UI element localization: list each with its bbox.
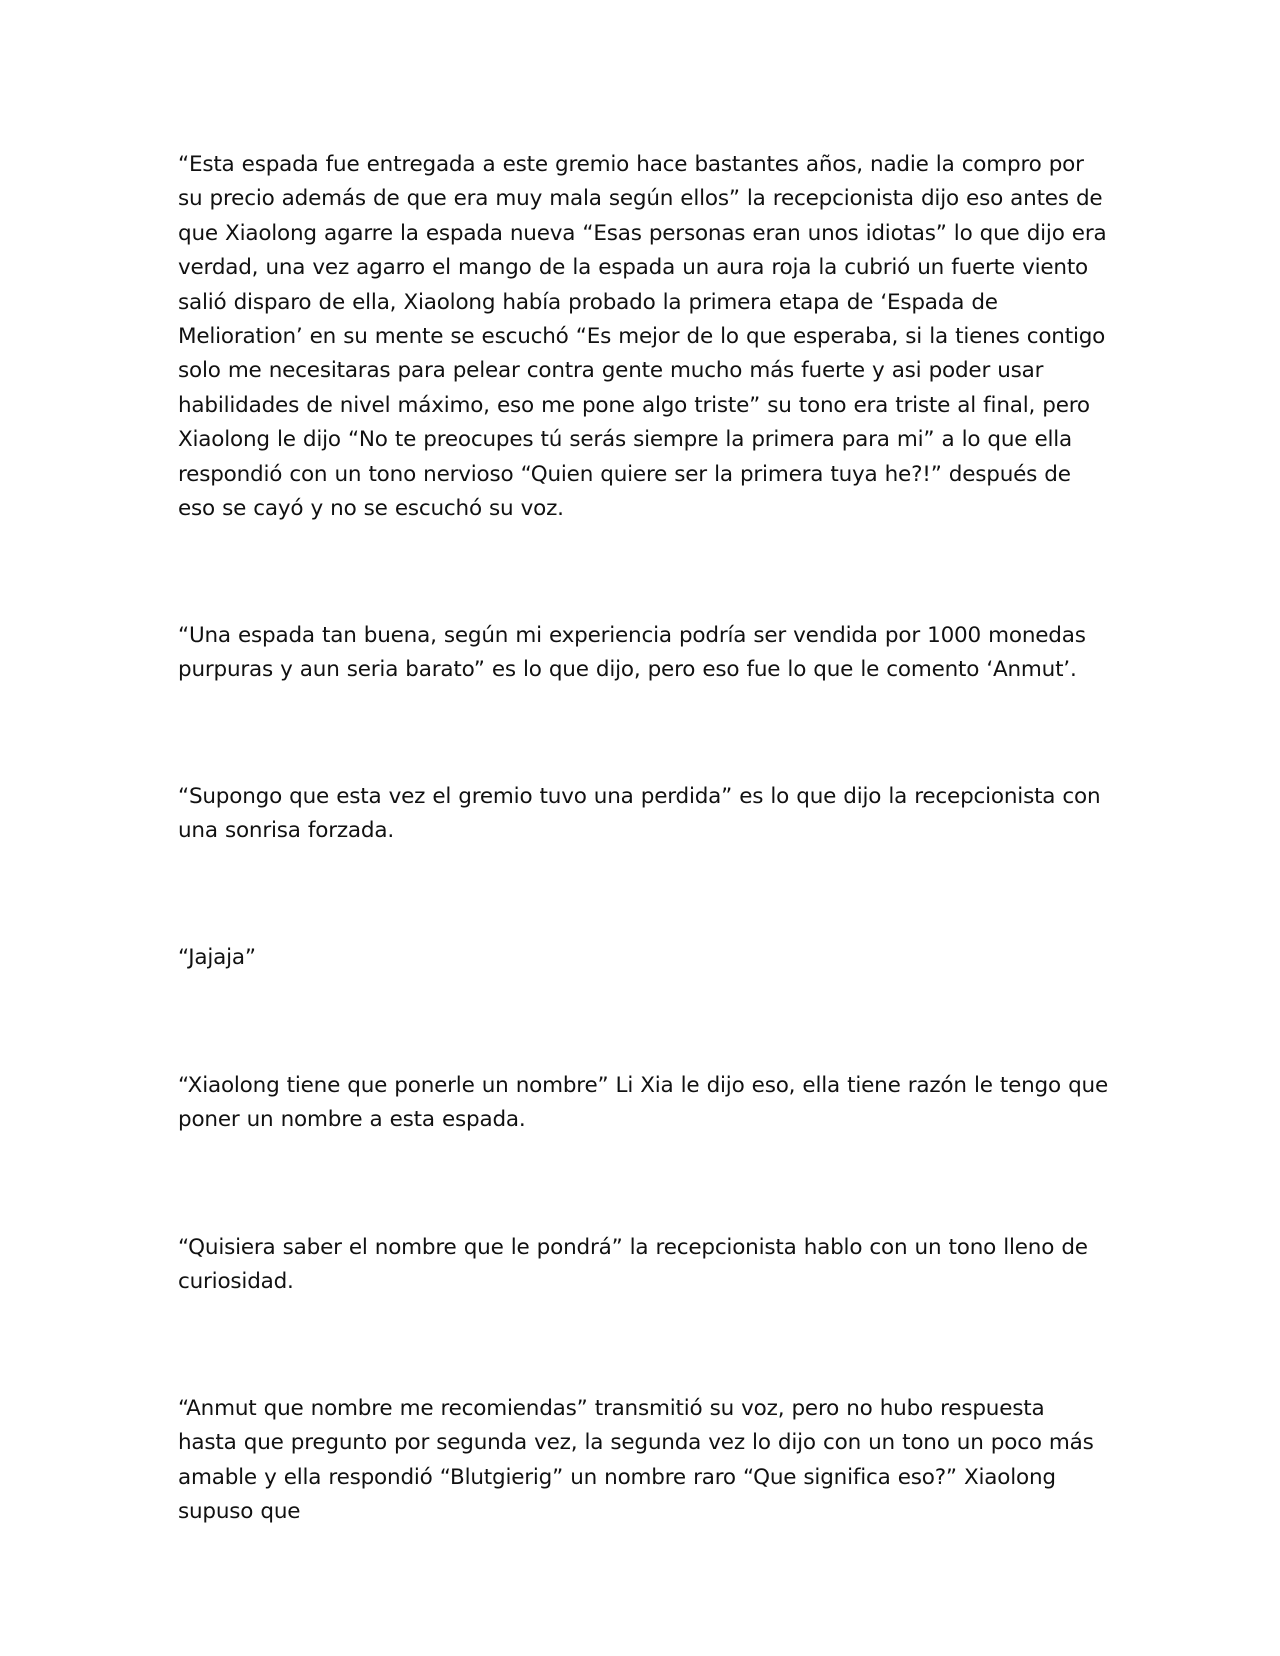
paragraph-guild-loss: “Supongo que esta vez el gremio tuvo una perdida” es lo que dijo la recepcionista con una sonrisa forzada. — [178, 784, 1101, 844]
paragraph-sword-value: “Una espada tan buena, según mi experiencia podría ser vendida por 1000 monedas purpuras y aun seria barato” es lo que dijo, pero eso fue lo que le comento ‘Anmut’. — [178, 623, 1086, 683]
paragraph-laugh: “Jajaja” — [178, 945, 256, 970]
paragraph-sword-delivery: “Esta espada fue entregada a este gremio hace bastantes años, nadie la compro por su precio además de que era muy mala según ellos” la recepcionista dijo eso antes de que Xiaolong agarre la espada nueva “Esas personas eran unos idiotas” lo que dijo era verdad, una vez agarro el mango de la espada un aura roja la cubrió un fuerte viento salió disparo de ella, Xiaolong había probado la primera etapa de ‘Espada de Melioration’ en su mente se escuchó “Es mejor de lo que esperaba, si la tienes contigo solo me necesitaras para pelear contra gente mucho más fuerte y asi poder usar habilidades de nivel máximo, eso me pone algo triste” su tono era triste al final, pero Xiaolong le dijo “No te preocupes tú serás siempre la primera para mi” a lo que ella respondió con un tono nervioso “Quien quiere ser la primera tuya he?!” después de eso se cayó y no se escuchó su voz. — [178, 152, 1107, 522]
paragraph-name-the-sword: “Xiaolong tiene que ponerle un nombre” Li Xia le dijo eso, ella tiene razón le tengo que poner un nombre a esta espada. — [178, 1073, 1108, 1133]
paragraph-receptionist-curiosity: “Quisiera saber el nombre que le pondrá” la recepcionista hablo con un tono lleno de curiosidad. — [178, 1235, 1088, 1295]
paragraph-anmut-recommendation: “Anmut que nombre me recomiendas” transmitió su voz, pero no hubo respuesta hasta que pregunto por segunda vez, la segunda vez lo dijo con un tono un poco más amable y ella respondió “Blutgierig” un nombre raro “Que significa eso?” Xiaolong supuso que — [178, 1396, 1094, 1525]
